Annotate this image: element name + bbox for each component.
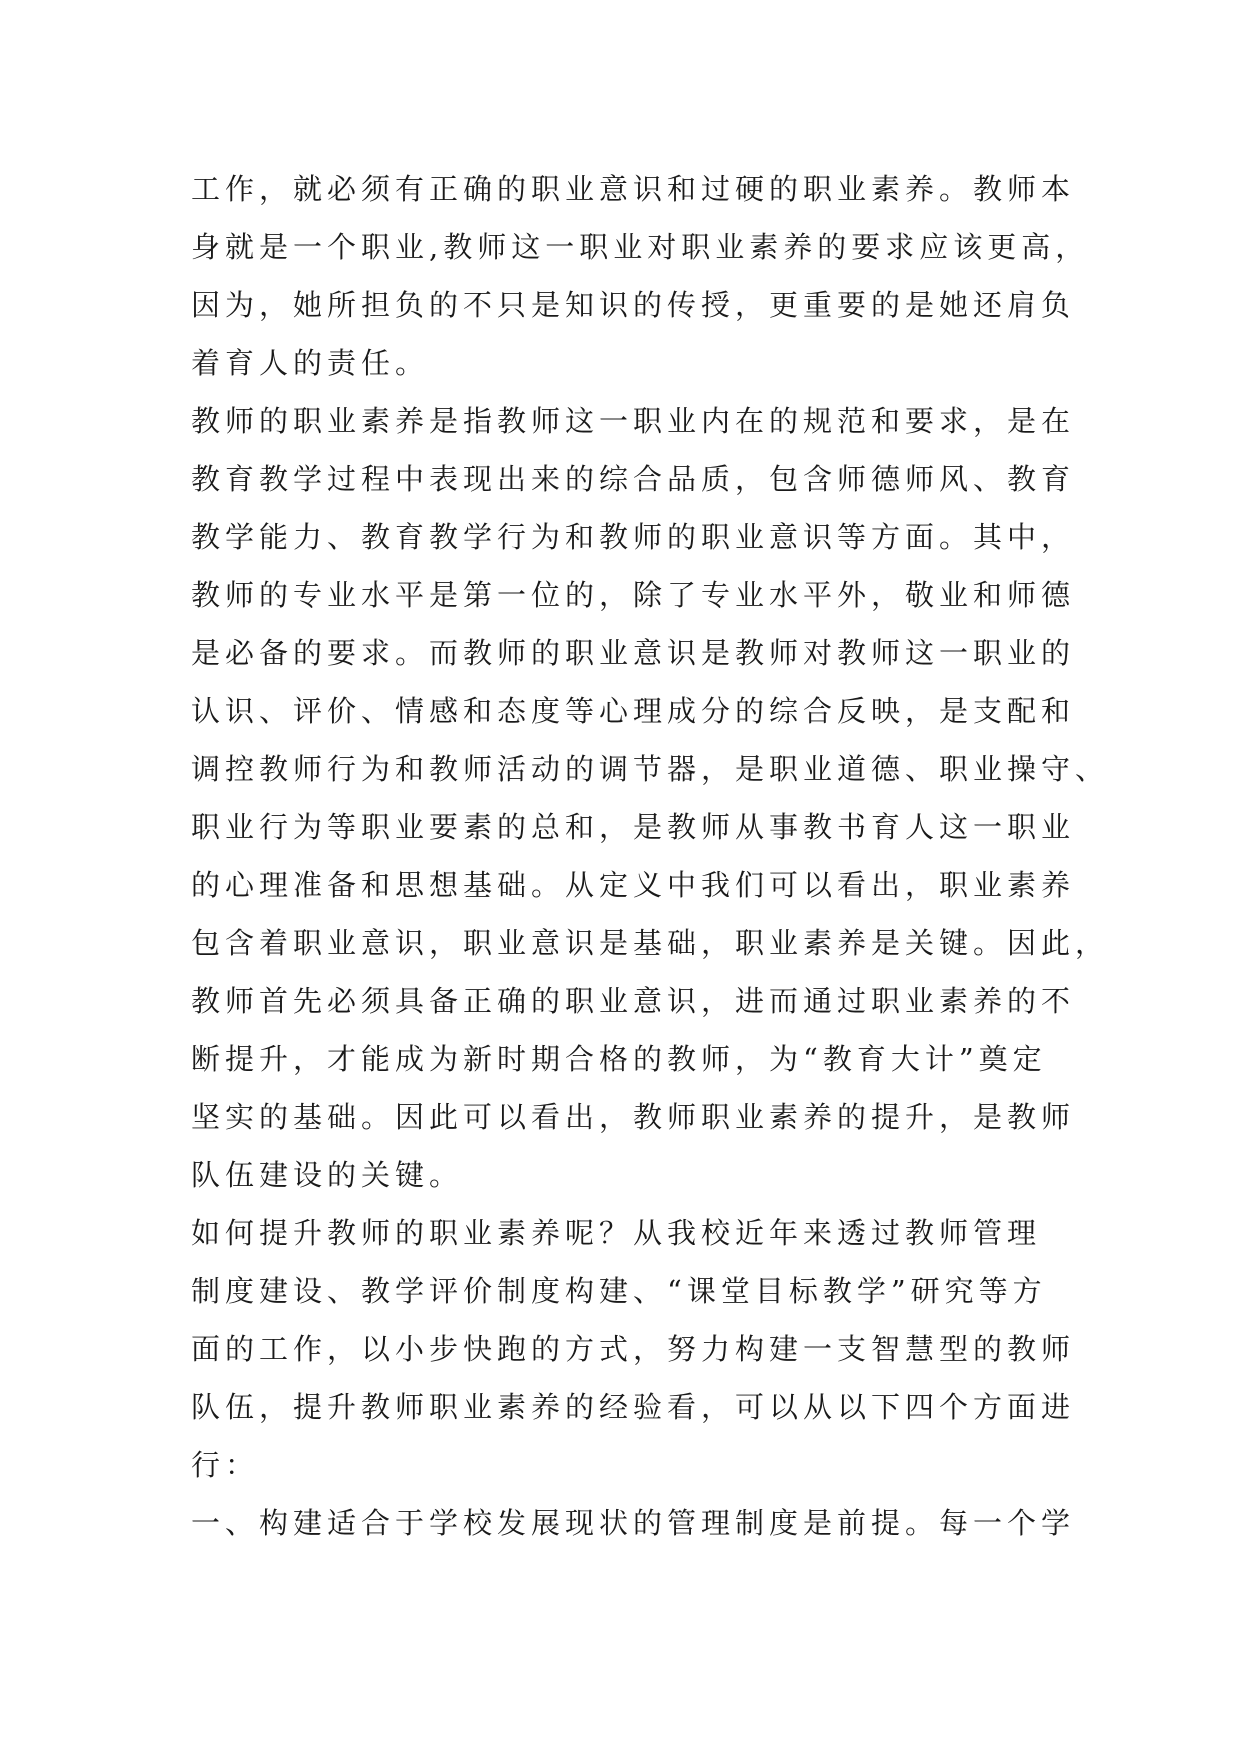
text-line: 调控教师行为和教师活动的调节器，是职业道德、职业操守、 [191,752,1110,786]
text-line: 身就是一个职业,教师这一职业对职业素养的要求应该更高， [191,230,1090,264]
text-line: 的心理准备和思想基础。从定义中我们可以看出，职业素养 [191,868,1076,902]
text-line: 如何提升教师的职业素养呢？从我校近年来透过教师管理 [191,1216,1042,1250]
text-line: 断提升，才能成为新时期合格的教师，为“教育大计”奠定 [191,1042,1047,1076]
text-line: 教师的职业素养是指教师这一职业内在的规范和要求，是在 [191,404,1076,438]
text-line: 包含着职业意识，职业意识是基础，职业素养是关键。因此， [191,926,1110,960]
text-line: 队伍，提升教师职业素养的经验看，可以从以下四个方面进 [191,1390,1076,1424]
text-line: 行： [191,1448,260,1482]
text-line: 教师的专业水平是第一位的，除了专业水平外，敬业和师德 [191,578,1076,612]
text-line: 教师首先必须具备正确的职业意识，进而通过职业素养的不 [191,984,1076,1018]
text-line: 面的工作，以小步快跑的方式，努力构建一支智慧型的教师 [191,1332,1076,1366]
text-line: 工作，就必须有正确的职业意识和过硬的职业素养。教师本 [191,172,1076,206]
text-line: 是必备的要求。而教师的职业意识是教师对教师这一职业的 [191,636,1076,670]
text-line: 认识、评价、情感和态度等心理成分的综合反映，是支配和 [191,694,1076,728]
text-line: 队伍建设的关键。 [191,1158,464,1192]
text-line: 职业行为等职业要素的总和，是教师从事教书育人这一职业 [191,810,1076,844]
document-body [191,160,1110,1552]
text-line: 教学能力、教育教学行为和教师的职业意识等方面。其中， [191,520,1076,554]
text-line: 着育人的责任。 [191,346,430,380]
text-line: 制度建设、教学评价制度构建、“课堂目标教学”研究等方 [191,1274,1047,1308]
text-line: 一、构建适合于学校发展现状的管理制度是前提。每一个学 [191,1506,1076,1540]
text-line: 因为，她所担负的不只是知识的传授，更重要的是她还肩负 [191,288,1076,322]
text-line: 教育教学过程中表现出来的综合品质，包含师德师风、教育 [191,462,1076,496]
text-line: 坚实的基础。因此可以看出，教师职业素养的提升，是教师 [191,1100,1076,1134]
